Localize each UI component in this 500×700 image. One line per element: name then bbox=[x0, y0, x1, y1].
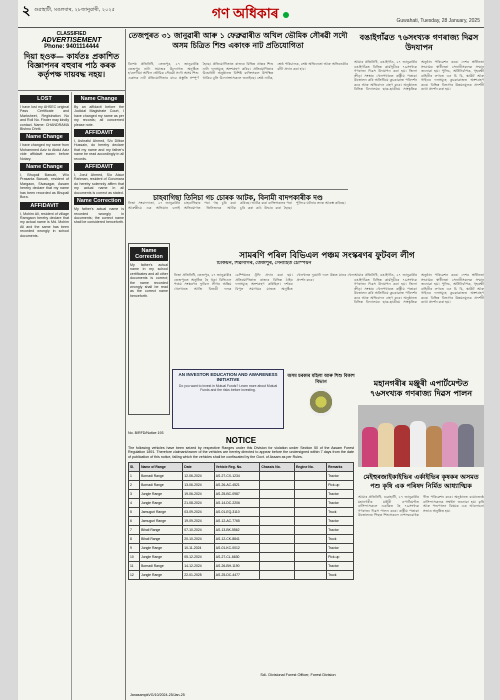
table-cell bbox=[260, 544, 295, 553]
classified-label: CLASSIFIED bbox=[56, 31, 87, 37]
table-cell: Jamuguri Range bbox=[140, 517, 183, 526]
ad-heading: অসম চৰকাৰ মহিলা আৰু শিশু বিকাশ বিভাগ bbox=[287, 374, 355, 385]
table-cell bbox=[260, 535, 295, 544]
article-subhead: চিকিয়ন, শিৱসাগৰ, তেজপুৰ, সেনাহিত চেম্পিয়ন bbox=[216, 261, 312, 266]
photo-person bbox=[442, 422, 458, 467]
table-cell: Tractor bbox=[327, 526, 354, 535]
table-cell: Jungle Range bbox=[140, 499, 183, 508]
masthead bbox=[196, 2, 306, 26]
news-photo bbox=[358, 405, 484, 467]
table-cell: Truck bbox=[327, 508, 354, 517]
table-cell bbox=[260, 481, 295, 490]
emblem-icon bbox=[309, 388, 333, 416]
table-row bbox=[129, 553, 354, 562]
newspaper-page bbox=[18, 0, 484, 700]
column-header: Date bbox=[183, 463, 215, 472]
classified-tagline: দিয়া হওক— কাৰ্যতঃ প্ৰকাশিত বিজ্ঞাপনৰ বহুবাৰ পাঠ কৰক কৰ্তৃপক্ষ দায়বদ্ধ নহয়। bbox=[23, 52, 120, 79]
table-cell: Tractor bbox=[327, 517, 354, 526]
table-cell bbox=[260, 553, 295, 562]
article-headline: মহানগৰীৰ মঞ্জুৰী এপাৰ্টমেণ্টত ৭৬সংখ্যক গণৰাজ্য দিৱস পালন bbox=[370, 379, 472, 398]
table-cell: 6 bbox=[129, 517, 140, 526]
ad-heading: AN INVESTOR EDUCATION AND AWARENESS INITIATIVE bbox=[178, 372, 278, 382]
table-cell bbox=[260, 526, 295, 535]
table-cell: 5 bbox=[129, 508, 140, 517]
table-cell bbox=[260, 499, 295, 508]
table-cell: 19-09-2024 bbox=[183, 517, 215, 526]
table-cell: Bornadi Range bbox=[140, 481, 183, 490]
table-cell: AS-13-BK-5562 bbox=[214, 526, 260, 535]
table-row bbox=[129, 499, 354, 508]
table-cell: 1 bbox=[129, 472, 140, 481]
classified-phone: Phone: 9401114444 bbox=[44, 44, 99, 50]
table-body bbox=[129, 472, 354, 580]
notice-text: I have changed my name from Mohammed Aziz to Abdul Aziz vide affidavit sworn before Notary. bbox=[20, 143, 69, 161]
table-cell: Truck bbox=[327, 535, 354, 544]
table-cell: AS-26-AC-4521 bbox=[214, 481, 260, 490]
table-cell bbox=[295, 508, 327, 517]
article-body: আমাৰ প্ৰতিনিধি, বঙাইগাঁও, ২৭ জানুৱাৰীঃ বঙাইগাঁৱত বিভিন্ন কাৰ্যসূচীৰে ৭৬সংখ্যক গণৰাজ্য দিৱস উদযাপন কৰা হয়। জিলা ক্ৰীড়া সংস্থাৰ খেলপথাৰত ৰাষ্ট্ৰীয় পতাকা উত্তোলন কৰি অতিথিয়ে কুচকাৱাজ পৰিদৰ্শন কৰে আৰু অভিবাদন গ্ৰহণ কৰে। অনুষ্ঠানত বিভিন্ন বিদ্যালয়ৰ ছাত্ৰ-ছাত্ৰীয়ে সাংস্কৃতিক অনুষ্ঠান পৰিৱেশন কৰে। দেশৰ স্বাধীনতা সংগ্ৰামৰ স্বাধীনতা সেনানীসকলক সন্মান জনোৱা হয়। পুলিচ, অগ্নিনিৰ্বাপক, গৃহৰক্ষী বাহিনীৰ লগতে এন চি চি, স্কাউট আৰু গাইডৰ দলসমূহে কুচকাৱাজত অংশগ্ৰহণ কৰে। বিভিন্ন বিভাগৰ উন্নয়নমূলক প্ৰদৰ্শনী ৰথো প্ৰদৰ্শন কৰা হয়। bbox=[354, 273, 484, 304]
table-cell: AS-26-BH-1190 bbox=[214, 562, 260, 571]
table-cell bbox=[295, 544, 327, 553]
table-row bbox=[129, 490, 354, 499]
table-cell bbox=[260, 571, 295, 580]
table-cell bbox=[260, 508, 295, 517]
classified-subcolumn-right bbox=[72, 92, 126, 700]
article-headline: সামৰণি পৰিল বিভিএল পঞ্চম সংস্কৰণৰ ফুটবল লীগ bbox=[239, 251, 415, 261]
table-cell: AS-25-DC-4477 bbox=[214, 571, 260, 580]
notice-text: By an affidavit before the Judicial Magistrate Court, I have changed my name as per my records; all concerned please note. bbox=[74, 105, 124, 127]
table-cell bbox=[295, 517, 327, 526]
table-row bbox=[129, 544, 354, 553]
notice-text: My father's actual name is recorded wrongly in documents; the correct name shall be considered henceforth. bbox=[74, 207, 124, 225]
notice-heading: Name Change bbox=[74, 95, 124, 103]
table-cell: AS-27-CL-6630 bbox=[214, 553, 260, 562]
notice-text: I, Ashraful Ahmed, S/o Dilbar Hussain, do hereby declare that my name and my father's name be read accordingly in all records. bbox=[74, 139, 124, 161]
notice-text: I, Jorul Ahmed, S/o Ataur Rahman, resident of Gorumara do hereby solemnly affirm that my actual name in all documents is correct as stated. bbox=[74, 173, 124, 195]
ad-text: Do you want to invest in Mutual Funds? Learn more about Mutual Funds and the risks before investing. bbox=[178, 384, 278, 393]
table-cell bbox=[260, 562, 295, 571]
table-cell: Bihali Range bbox=[140, 526, 183, 535]
column-header: Remarks bbox=[327, 463, 354, 472]
table-cell: Tractor bbox=[327, 544, 354, 553]
table-cell: 19-06-2024 bbox=[183, 490, 215, 499]
news-area bbox=[128, 29, 484, 700]
notice-title: NOTICE bbox=[225, 436, 257, 445]
table-cell: AS-01-EQ-3110 bbox=[214, 508, 260, 517]
table-cell: 8 bbox=[129, 535, 140, 544]
photo-person bbox=[410, 421, 426, 467]
table-cell: 12-06-2024 bbox=[183, 472, 215, 481]
table-cell: Jungle Range bbox=[140, 553, 183, 562]
table-cell: 13-06-2024 bbox=[183, 481, 215, 490]
table-cell: 21-08-2024 bbox=[183, 499, 215, 508]
table-cell bbox=[295, 571, 327, 580]
article-body: আমাৰ প্ৰতিনিধি, বঙাইগাঁও, ২৭ জানুৱাৰীঃ বঙাইগাঁৱত বিভিন্ন কাৰ্যসূচীৰে ৭৬সংখ্যক গণৰাজ্য দিৱস উদযাপন কৰা হয়। জিলা ক্ৰীড়া সংস্থাৰ খেলপথাৰত ৰাষ্ট্ৰীয় পতাকা উত্তোলন কৰি অতিথিয়ে কুচকাৱাজ পৰিদৰ্শন কৰে আৰু অভিবাদন গ্ৰহণ কৰে। অনুষ্ঠানত বিভিন্ন বিদ্যালয়ৰ ছাত্ৰ-ছাত্ৰীয়ে সাংস্কৃতিক অনুষ্ঠান পৰিৱেশন কৰে। দেশৰ স্বাধীনতা সংগ্ৰামৰ স্বাধীনতা সেনানীসকলক সন্মান জনোৱা হয়। পুলিচ, অগ্নিনিৰ্বাপক, গৃহৰক্ষী বাহিনীৰ লগতে এন চি চি, স্কাউট আৰু গাইডৰ দলসমূহে কুচকাৱাজত অংশগ্ৰহণ কৰে। বিভিন্ন বিভাগৰ উন্নয়নমূলক প্ৰদৰ্শনী ৰথো প্ৰদৰ্শন কৰা হয়। bbox=[354, 60, 484, 91]
table-cell: Tractor bbox=[327, 499, 354, 508]
photo-person bbox=[378, 423, 394, 467]
notice-heading: AFFIDAVIT bbox=[20, 202, 69, 210]
classified-subcolumn-left bbox=[18, 92, 72, 700]
notice-heading: AFFIDAVIT bbox=[74, 129, 124, 137]
article-body: আমাৰ প্ৰতিনিধি, গুৱাহাটী, ২৭ জানুৱাৰীঃ মহানগৰীৰ মঞ্জুৰী এপাৰ্টমেণ্টত বাসিন্দাসকলে একত্ৰিত হৈ ৭৬সংখ্যক গণৰাজ্য দিৱস পালন কৰে। ৰাষ্ট্ৰীয় পতাকা উত্তোলনৰ পিছত শিশুসকলে দেশাত্মবোধক গীত পৰিৱেশন কৰে। অনুষ্ঠানত বয়োজ্যেষ্ঠ বাসিন্দাসকলক সম্বৰ্ধনা জনোৱা হয়। কৃষি আৰু পশুপালন বিষয়ক এক আলোচনা সভাও অনুষ্ঠিত হয়। bbox=[358, 495, 484, 517]
table-cell: Pick-up bbox=[327, 553, 354, 562]
table-row bbox=[129, 535, 354, 544]
table-cell: Bornadi Range bbox=[140, 562, 183, 571]
column-header: Name of Range bbox=[140, 463, 183, 472]
table-row bbox=[129, 562, 354, 571]
column-header: Engine No. bbox=[295, 463, 327, 472]
table-cell: 2 bbox=[129, 481, 140, 490]
table-cell: 3 bbox=[129, 490, 140, 499]
column-header: Sl. bbox=[129, 463, 140, 472]
table-cell bbox=[295, 499, 327, 508]
article-headline: মেইহুৰজাইকাইভিৰ এৰ্কাইভিৰ কৃষকৰ অসমত পশু কৃষি এক পৰিষদ নিৰ্মিত আধ্যাত্মিক bbox=[363, 473, 479, 490]
column-header: Vehicle Reg. No. bbox=[214, 463, 260, 472]
table-cell: AS-27-CX-1234 bbox=[214, 472, 260, 481]
table-cell bbox=[295, 526, 327, 535]
table-cell: AS-01-KC-0012 bbox=[214, 544, 260, 553]
notice-footer: JanasampkVG/10/2024-25/Jan-25 bbox=[130, 693, 185, 697]
table-cell bbox=[295, 472, 327, 481]
table-cell: AS-12-CK-8841 bbox=[214, 535, 260, 544]
vehicle-table bbox=[128, 462, 354, 580]
table-cell: 22-01-2025 bbox=[183, 571, 215, 580]
table-cell bbox=[295, 553, 327, 562]
table-cell bbox=[295, 562, 327, 571]
photo-person bbox=[362, 427, 378, 467]
table-cell: 20-10-2024 bbox=[183, 535, 215, 544]
classified-title: ADVERTISEMENT bbox=[41, 37, 102, 44]
article-headline: চাহবাগিছা তিনিচা গচ চোৰক আটক, বিনামী বাদপকাৰীক দণ্ড bbox=[128, 189, 348, 204]
notice-text: I, Mohim Ali, resident of village Ramgaon hereby declare that my actual name is Md. Mohim Ali and the same has been recorded wrongly in school documents. bbox=[20, 211, 69, 238]
notice-heading: Name Change bbox=[20, 163, 69, 171]
classified-column bbox=[18, 29, 126, 700]
table-cell: AS-12-AC-7765 bbox=[214, 517, 260, 526]
table-cell: AS-25-BC-0987 bbox=[214, 490, 260, 499]
table-cell: Tractor bbox=[327, 472, 354, 481]
table-cell: 14-12-2024 bbox=[183, 562, 215, 571]
table-cell bbox=[295, 535, 327, 544]
table-cell bbox=[260, 472, 295, 481]
notice-text: I, Bhupali Baruah, W/o Prasanta Baruah, resident of Margaon, Sivasagar, Assam hereby declare that my name has been recorded as Bhupali Bora. bbox=[20, 173, 69, 200]
classified-notices bbox=[18, 92, 126, 700]
notice-heading: Name Change bbox=[20, 133, 69, 141]
table-cell: 10 bbox=[129, 553, 140, 562]
table-cell bbox=[295, 481, 327, 490]
article-body: বিশেষ প্ৰতিনিধি, তেজপুৰ, ২৭ জানুৱাৰীঃ তেজপুৰ নাট্য সমাজৰ উদ্যোগত অনুষ্ঠিত হ'বলগীয়া অখিল ভৌমিক সৌৰৱী সদৌ অসম শিশু একাংক নাট প্ৰতিযোগিতাৰ বাবে প্ৰস্তুতি সম্পূৰ্ণ হৈছে। প্ৰতিযোগিতাত ৰাজ্যৰ বিভিন্ন প্ৰান্তৰ শিশু নাট্য দলসমূহে অংশগ্ৰহণ কৰিব। প্ৰতিযোগিতাৰ উদ্বোধনী অনুষ্ঠানত বিশিষ্ট ব্যক্তিসকল উপস্থিত থাকিব বুলি উদ্যোক্তাসকলে জনাইছে। শ্ৰেষ্ঠ নাটক, শ্ৰেষ্ঠ পৰিচালক, শ্ৰেষ্ঠ অভিনেতা আৰু অভিনেত্ৰীৰ বাঁটা প্ৰদান কৰা হ'ব। bbox=[128, 62, 348, 80]
government-ad bbox=[286, 374, 356, 432]
forest-notice bbox=[128, 431, 354, 700]
notice-heading: Name Correction bbox=[74, 197, 124, 205]
table-cell: 05-12-2024 bbox=[183, 553, 215, 562]
table-row bbox=[129, 526, 354, 535]
table-cell: 4 bbox=[129, 499, 140, 508]
table-row bbox=[129, 571, 354, 580]
notice-text: My father's actual name in my school certificates and all other documents is correct; the name recorded wrongly shall be read as the correct name henceforth. bbox=[130, 263, 168, 298]
classified-banner bbox=[18, 29, 125, 91]
notice-text: I have lost my AHSEC original Pass Certificate and Marksheet, Registration No and Roll No. Finder may kindly contact. Name: CHANDRAMA Bishnu Dhriti. bbox=[20, 105, 69, 132]
page-number: ২ bbox=[22, 3, 31, 18]
table-cell: 7 bbox=[129, 526, 140, 535]
article-body: নিজা সংবাদদাতা, ২৭ জানুৱাৰীঃ আৰক্ষীয়ে এক অভিযান চলাই চাহবাগিছাৰ পৰা গছ চুৰি কৰা অভিযোগত তিনিজনক আটক কৰিছে। আটক কৰা ব্যক্তিসকলৰ পৰা চুৰি কৰা কাঠ উদ্ধাৰ কৰা হৈছে। পুলিচে ঘটনাৰ তদন্ত আৰম্ভ কৰিছে। bbox=[128, 201, 346, 210]
table-cell bbox=[260, 490, 295, 499]
masthead-logo-icon bbox=[283, 12, 289, 18]
date-left: গুৱাহাটী, মঙলবাৰ, ২৮জানুৱাৰী, ২০২৫ bbox=[34, 7, 115, 13]
investor-awareness-ad bbox=[172, 369, 284, 429]
table-cell: Pick-up bbox=[327, 481, 354, 490]
column-header: Chassis No. bbox=[260, 463, 295, 472]
notice-signature: Sd/- Divisional Forest Officer, Forest Division bbox=[260, 673, 336, 677]
name-correction-notice bbox=[128, 243, 170, 415]
table-cell: 9 bbox=[129, 544, 140, 553]
article-body: নিজা প্ৰতিনিধি, তেজপুৰ, ২৭ জানুৱাৰীঃ তেজপুৰত অনুষ্ঠিত হৈ থকা বিভিএল পঞ্চম সংস্কৰণৰ ফুটবল লীগৰ অন্তিম খেলখনত আজি বিজয়ী দলক চেম্পিয়নৰ ট্ৰফি প্ৰদান কৰা হয়। প্ৰতিযোগিতাত ৰাজ্যৰ বিভিন্ন ঠাইৰ দলসমূহে অংশগ্ৰহণ কৰিছিল। দৰ্শকৰ বিপুল সমাগমৰ মাজত অনুষ্ঠিত খেলখনত দুয়োটা দলে উন্নত মানৰ খেল প্ৰদৰ্শন কৰে। bbox=[174, 273, 354, 291]
table-cell: Jungle Range bbox=[140, 571, 183, 580]
notice-heading: AFFIDAVIT bbox=[74, 163, 124, 171]
table-cell: 10-11-2024 bbox=[183, 544, 215, 553]
article-headline: তেজপুৰত ৩১ জানুৱাৰী আৰু ১ ফেব্ৰুৱাৰীত অখিল ভৌমিক সৌৰৱী সদৌ অসম চিত্ৰিত শিশু একাংক নাট প্ৰতিযোগিতা bbox=[128, 31, 348, 50]
masthead-title: গণ অধিকাৰ bbox=[211, 7, 279, 22]
table-cell: Bornadi Range bbox=[140, 472, 183, 481]
table-cell: Jungle Range bbox=[140, 490, 183, 499]
notice-heading: Name Correction bbox=[130, 247, 168, 261]
photo-person bbox=[394, 425, 410, 467]
notice-reference: No. B/RFD/Notice 193 bbox=[128, 431, 164, 435]
table-row bbox=[129, 472, 354, 481]
table-cell: Truck bbox=[327, 571, 354, 580]
table-row bbox=[129, 508, 354, 517]
table-cell: 11 bbox=[129, 562, 140, 571]
table-cell: Tractor bbox=[327, 562, 354, 571]
photo-person bbox=[426, 426, 442, 467]
notice-text: The following vehicles have been seized by respective Ranges under this Division for violation under Section 50 of the Assam Forest Regulation 1891. Therefore claimant/owner of the vehicles are hereby directed to appear before the undersigned within 7 days from the date of publication of this notice, failing which the vehicles shall be confiscated by the Govt. of Assam as per Rules. bbox=[128, 446, 354, 459]
table-cell: Bihali Range bbox=[140, 535, 183, 544]
table-cell: 07-10-2024 bbox=[183, 526, 215, 535]
table-cell bbox=[295, 490, 327, 499]
page-header bbox=[18, 0, 484, 28]
table-cell: AS-14-DC-2206 bbox=[214, 499, 260, 508]
photo-person bbox=[458, 424, 474, 467]
article-headline: বঙাইগাঁৱত ৭৬সংখ্যক গণৰাজ্য দিৱস উদযাপন bbox=[359, 33, 479, 52]
date-right: Guwahati, Tuesday, 28 January, 2025 bbox=[396, 18, 480, 24]
table-cell: Jungle Range bbox=[140, 544, 183, 553]
table-header-row bbox=[129, 463, 354, 472]
table-row bbox=[129, 481, 354, 490]
table-cell bbox=[260, 517, 295, 526]
notice-heading: LOST bbox=[20, 95, 69, 103]
table-cell: Tractor bbox=[327, 490, 354, 499]
table-cell: 03-09-2024 bbox=[183, 508, 215, 517]
table-row bbox=[129, 517, 354, 526]
table-cell: 12 bbox=[129, 571, 140, 580]
table-cell: Jamuguri Range bbox=[140, 508, 183, 517]
